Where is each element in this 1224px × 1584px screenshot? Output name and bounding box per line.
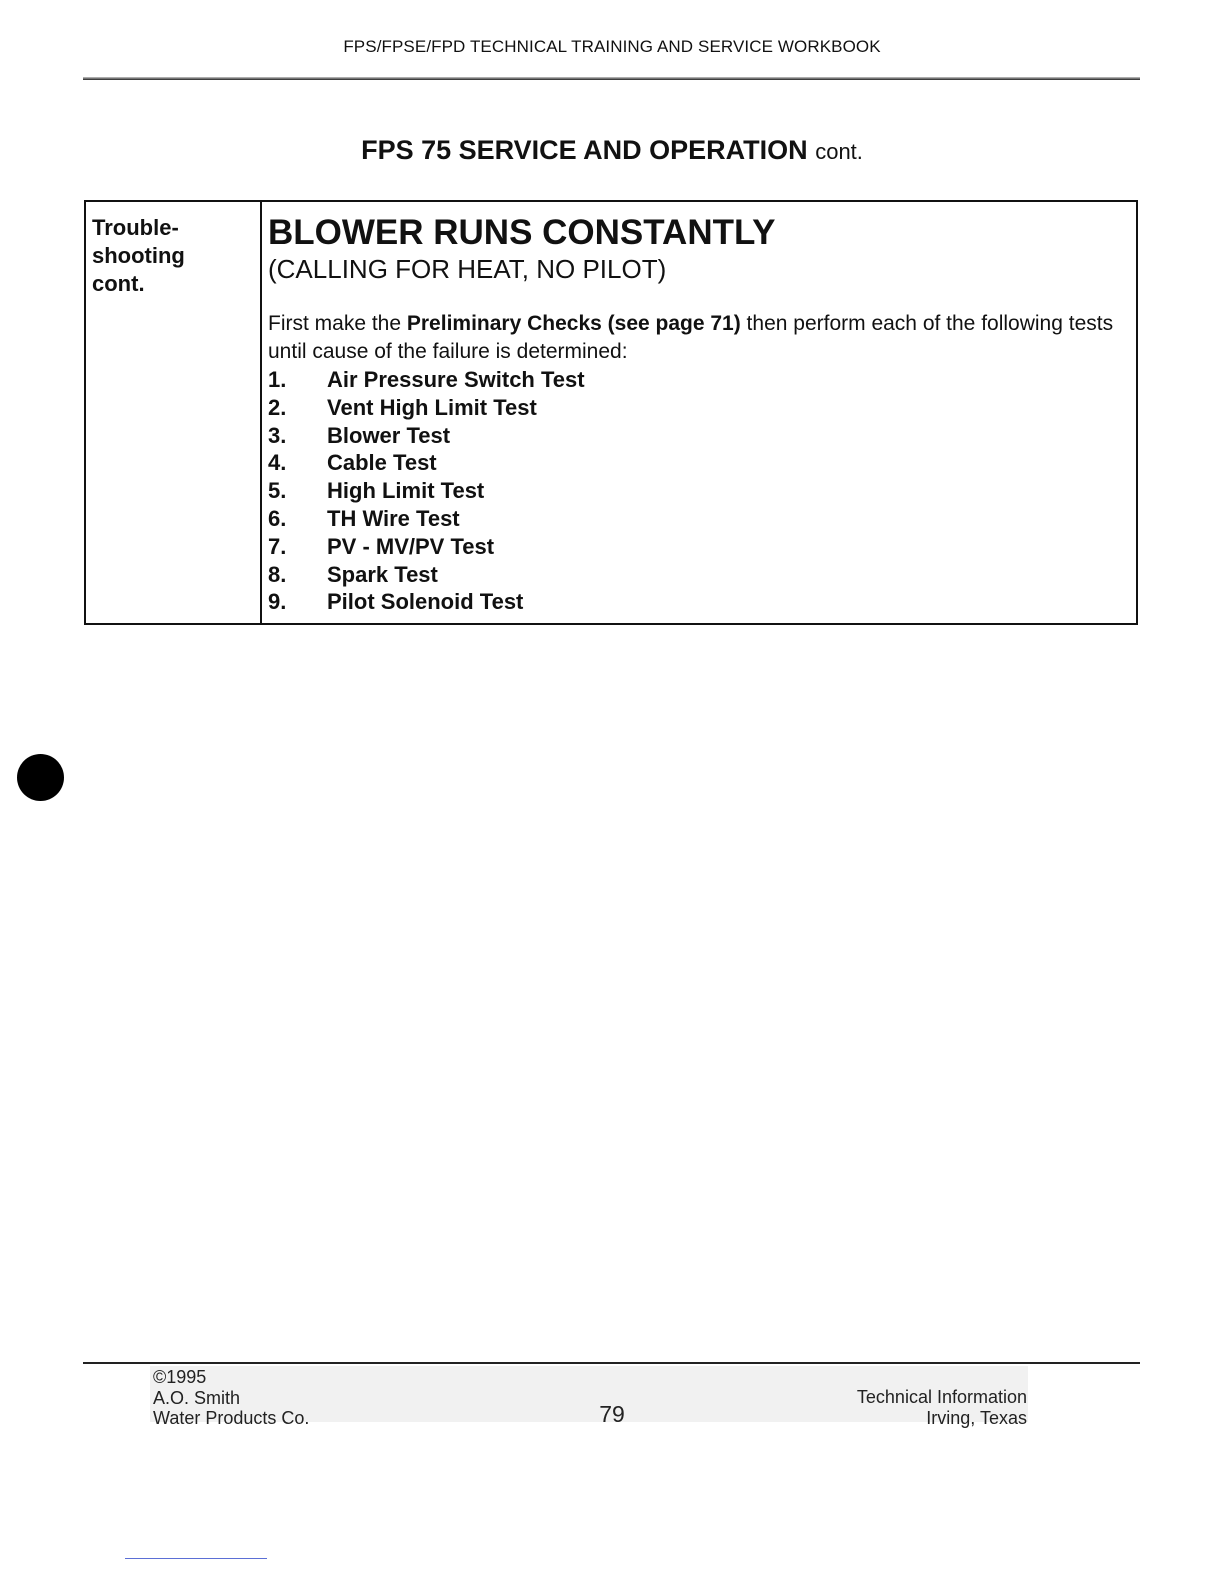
list-item: [268, 588, 1136, 616]
intro-suffix: then perform each of the following tests until cause of the failure is determined:: [268, 312, 1114, 363]
step-label: Vent High Limit Test: [327, 394, 537, 420]
list-item: [268, 561, 1136, 589]
sidebar-line: Trouble-: [92, 215, 179, 240]
main-content: [262, 202, 1136, 623]
sidebar-label: [86, 202, 262, 623]
footer-left-line: Water Products Co.: [153, 1408, 310, 1428]
list-item: [268, 449, 1136, 477]
footer-department: [857, 1387, 1027, 1429]
step-label: Blower Test: [327, 422, 451, 448]
step-number: 7.: [268, 533, 287, 559]
test-steps-list: [268, 366, 1136, 616]
step-label: TH Wire Test: [327, 505, 460, 531]
step-label: Pilot Solenoid Test: [327, 589, 524, 615]
step-label: Cable Test: [327, 450, 437, 476]
step-number: 2.: [268, 394, 287, 420]
troubleshooting-table: [84, 200, 1138, 625]
step-label: High Limit Test: [327, 478, 485, 504]
step-label: Spark Test: [327, 561, 438, 587]
step-number: 1.: [268, 367, 287, 392]
footer-left-line: ©1995: [153, 1367, 207, 1387]
footer-left-line: A.O. Smith: [153, 1387, 241, 1408]
step-label: Air Pressure Switch Test: [327, 367, 585, 392]
list-item: [268, 533, 1136, 561]
section-title-text: FPS 75 SERVICE AND OPERATION: [361, 135, 808, 165]
step-number: 4.: [268, 450, 287, 476]
footer-right-line: Technical Information: [856, 1387, 1027, 1407]
intro-bold: Preliminary Checks (see page 71): [406, 312, 741, 335]
problem-subheading: (CALLING FOR HEAT, NO PILOT): [268, 254, 667, 284]
intro-paragraph: [268, 310, 1136, 366]
list-item: [268, 422, 1136, 450]
step-number: 9.: [268, 589, 287, 615]
header-rule: [83, 77, 1140, 80]
sidebar-line: cont.: [92, 271, 145, 296]
list-item: [268, 394, 1136, 422]
intro-prefix: First make the: [268, 312, 407, 335]
step-number: 8.: [268, 561, 287, 587]
list-item: [268, 505, 1136, 533]
running-header: FPS/FPSE/FPD TECHNICAL TRAINING AND SERVICE WORKBOOK: [343, 37, 881, 56]
section-title: [0, 135, 1224, 166]
section-title-suffix: cont.: [815, 139, 863, 164]
list-item: [268, 477, 1136, 505]
footer-rule: [83, 1362, 1140, 1364]
list-item: [268, 366, 1136, 394]
step-number: 3.: [268, 422, 287, 448]
footer-right-line: Irving, Texas: [926, 1408, 1027, 1428]
bottom-edge-line: [125, 1558, 267, 1559]
sidebar-line: shooting: [92, 243, 185, 268]
step-number: 5.: [268, 478, 287, 504]
step-number: 6.: [268, 505, 287, 531]
page-number: 79: [599, 1401, 625, 1427]
step-label: PV - MV/PV Test: [327, 533, 495, 559]
problem-heading: BLOWER RUNS CONSTANTLY: [268, 213, 776, 252]
binder-hole-dot: [17, 754, 64, 801]
